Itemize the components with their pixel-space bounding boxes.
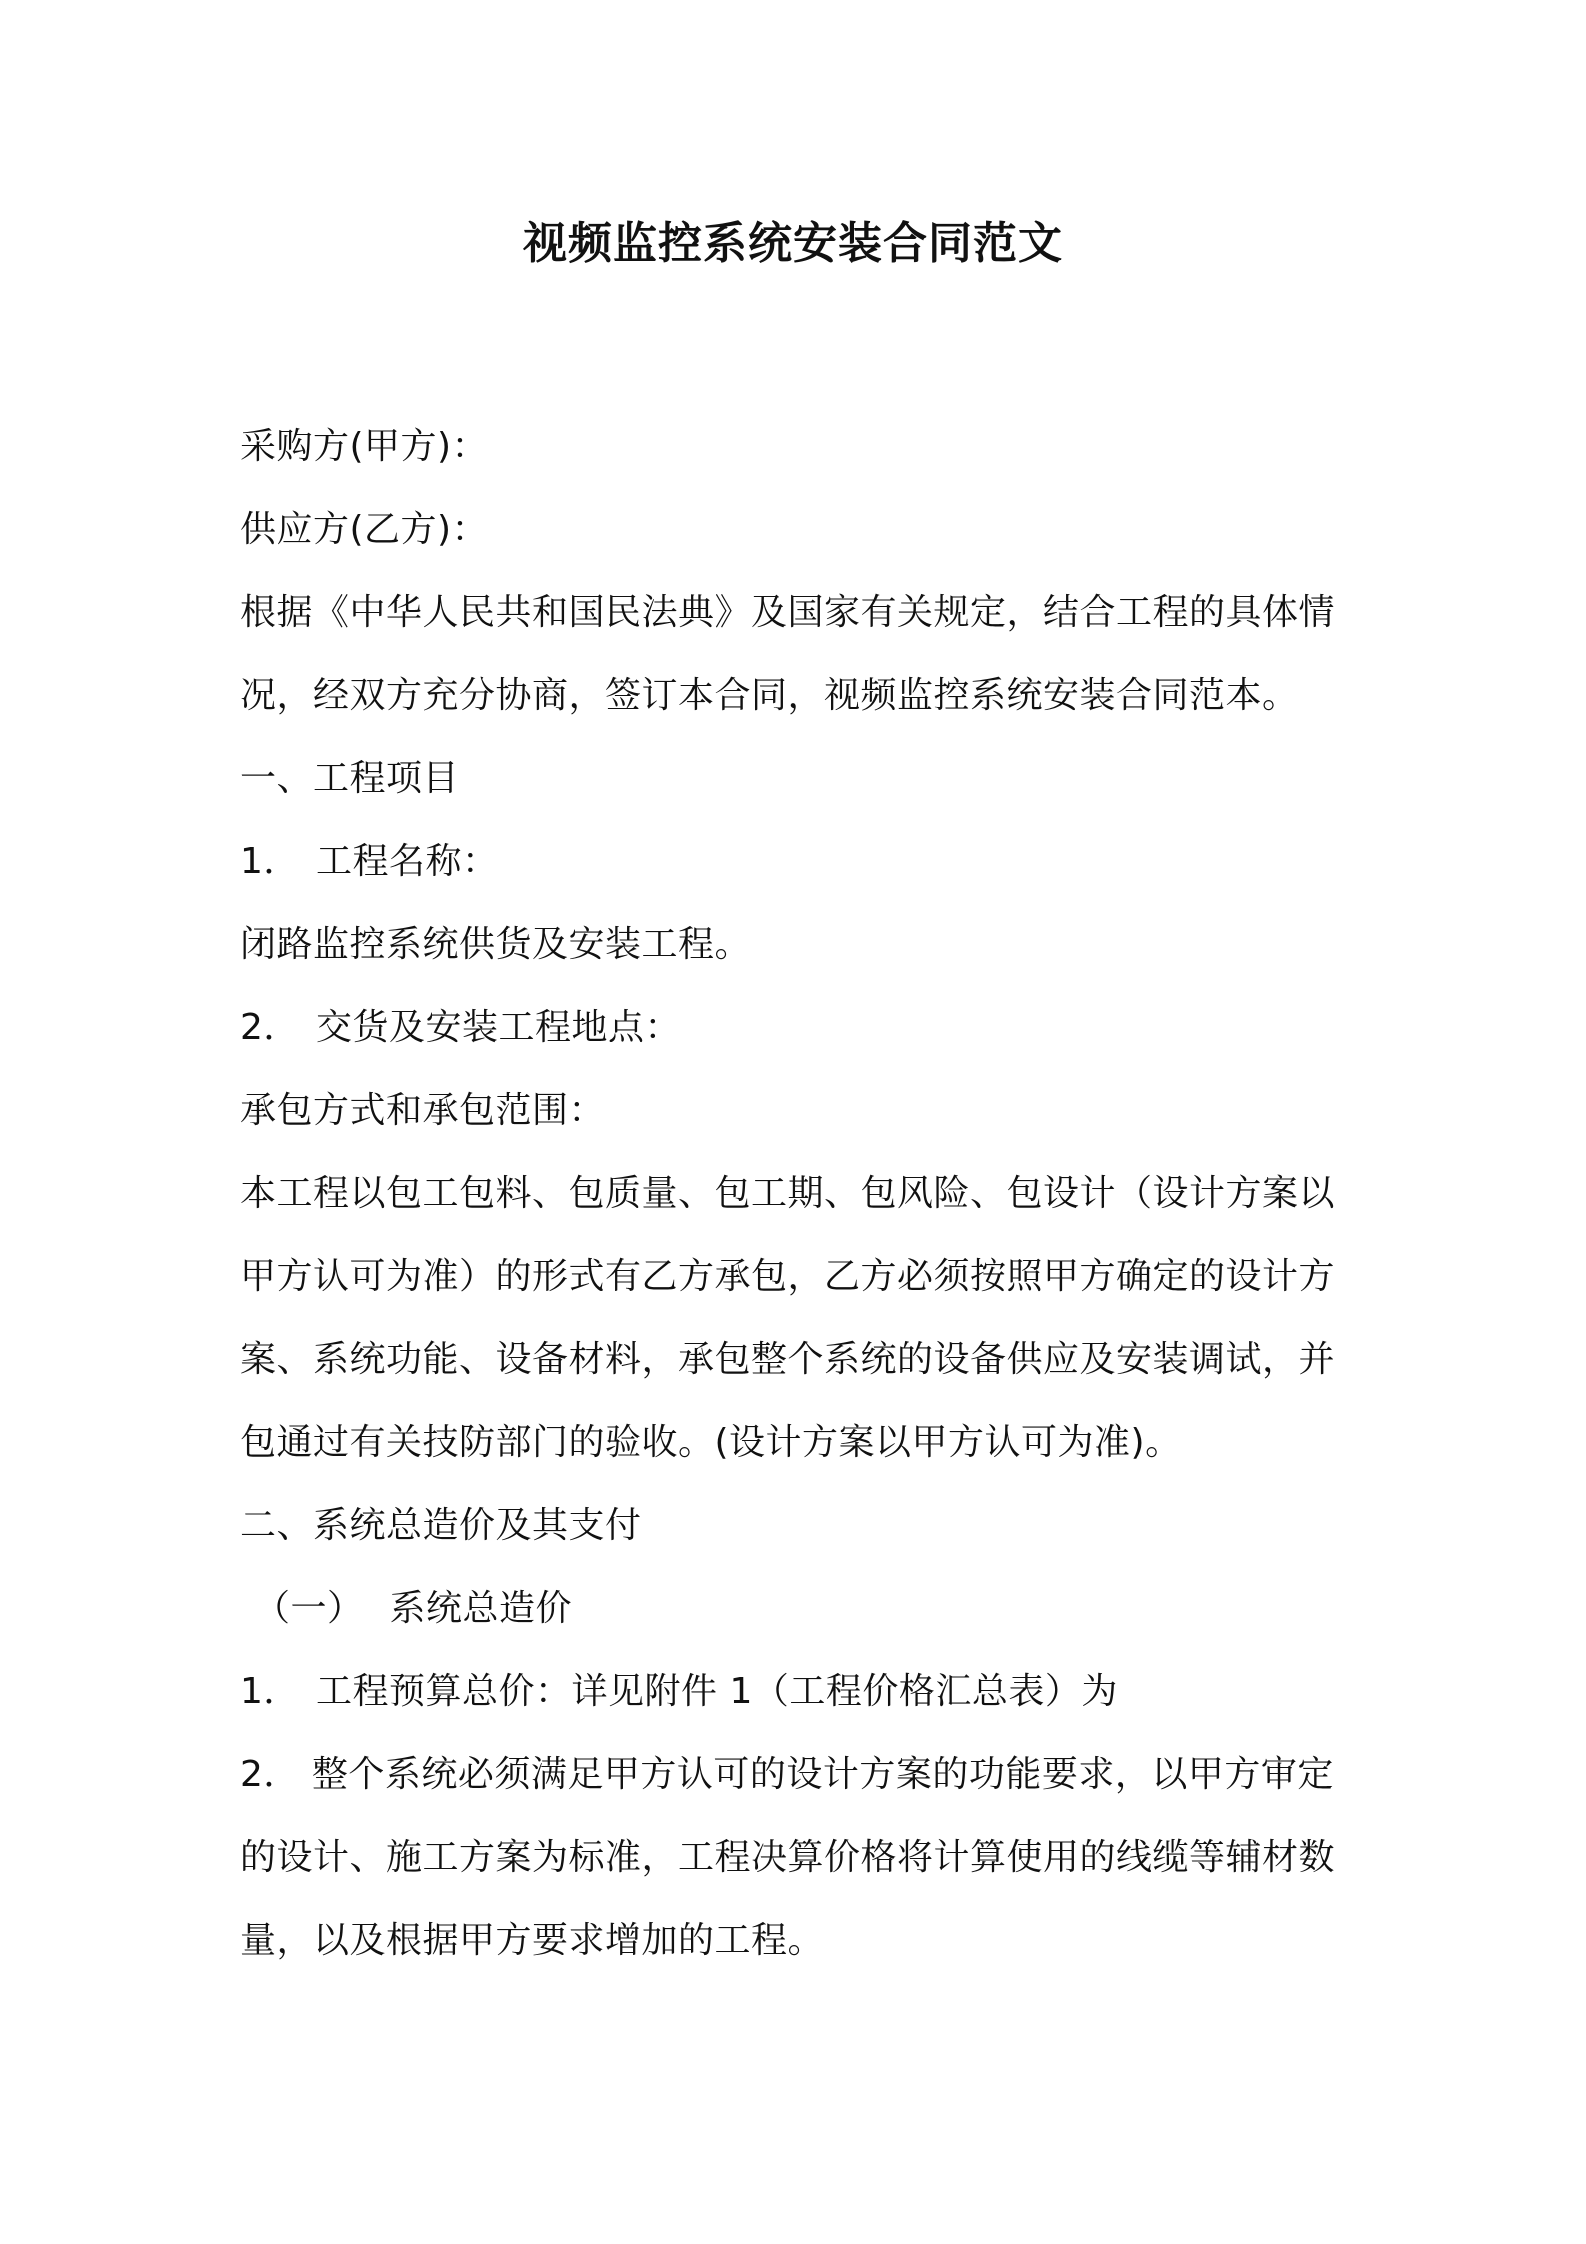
scope-label: 承包方式和承包范围： [240, 1090, 606, 1131]
subsection-1-number: （一） [254, 1588, 364, 1629]
scope-line-1: 本工程以包工包料、包质量、包工期、包风险、包设计（设计方案以 [240, 1173, 1336, 1214]
item-1-number: 1． [240, 841, 300, 882]
item-2-line [240, 986, 1350, 1069]
buyer-line: 采购方(甲方)： [240, 426, 489, 467]
price-item-1-text: 工程预算总价：详见附件 1（工程价格汇总表）为 [316, 1671, 1118, 1712]
subsection-1-label: 系统总造价 [389, 1588, 573, 1629]
item-1-line [240, 820, 1350, 903]
document-body [240, 405, 1350, 1982]
subsection-1-heading [240, 1567, 1350, 1650]
price-item-2-line-3: 量，以及根据甲方要求增加的工程。 [240, 1920, 825, 1961]
scope-line-2: 甲方认可为准）的形式有乙方承包，乙方必须按照甲方确定的设计方 [240, 1256, 1336, 1297]
price-item-1 [240, 1650, 1350, 1733]
scope-line-4: 包通过有关技防部门的验收。(设计方案以甲方认可为准)。 [240, 1422, 1182, 1463]
document-title: 视频监控系统安装合同范文 [523, 218, 1063, 269]
section-1-heading: 一、工程项目 [240, 758, 460, 799]
item-1-value: 闭路监控系统供货及安装工程。 [240, 924, 752, 965]
scope-line-3: 案、系统功能、设备材料，承包整个系统的设备供应及安装调试，并 [240, 1339, 1336, 1380]
price-item-1-number: 1． [240, 1671, 300, 1712]
item-2-label: 交货及安装工程地点： [316, 1007, 682, 1048]
supplier-line: 供应方(乙方)： [240, 509, 489, 550]
price-item-2-line-1: 2． 整个系统必须满足甲方认可的设计方案的功能要求，以甲方审定 [240, 1754, 1334, 1795]
section-2-heading: 二、系统总造价及其支付 [240, 1505, 642, 1546]
price-item-2-line-2: 的设计、施工方案为标准，工程决算价格将计算使用的线缆等辅材数 [240, 1837, 1336, 1878]
intro-line-2: 况，经双方充分协商，签订本合同，视频监控系统安装合同范本。 [240, 675, 1299, 716]
item-2-number: 2． [240, 1007, 300, 1048]
item-1-label: 工程名称： [316, 841, 499, 882]
intro-line-1: 根据《中华人民共和国民法典》及国家有关规定，结合工程的具体情 [240, 592, 1336, 633]
